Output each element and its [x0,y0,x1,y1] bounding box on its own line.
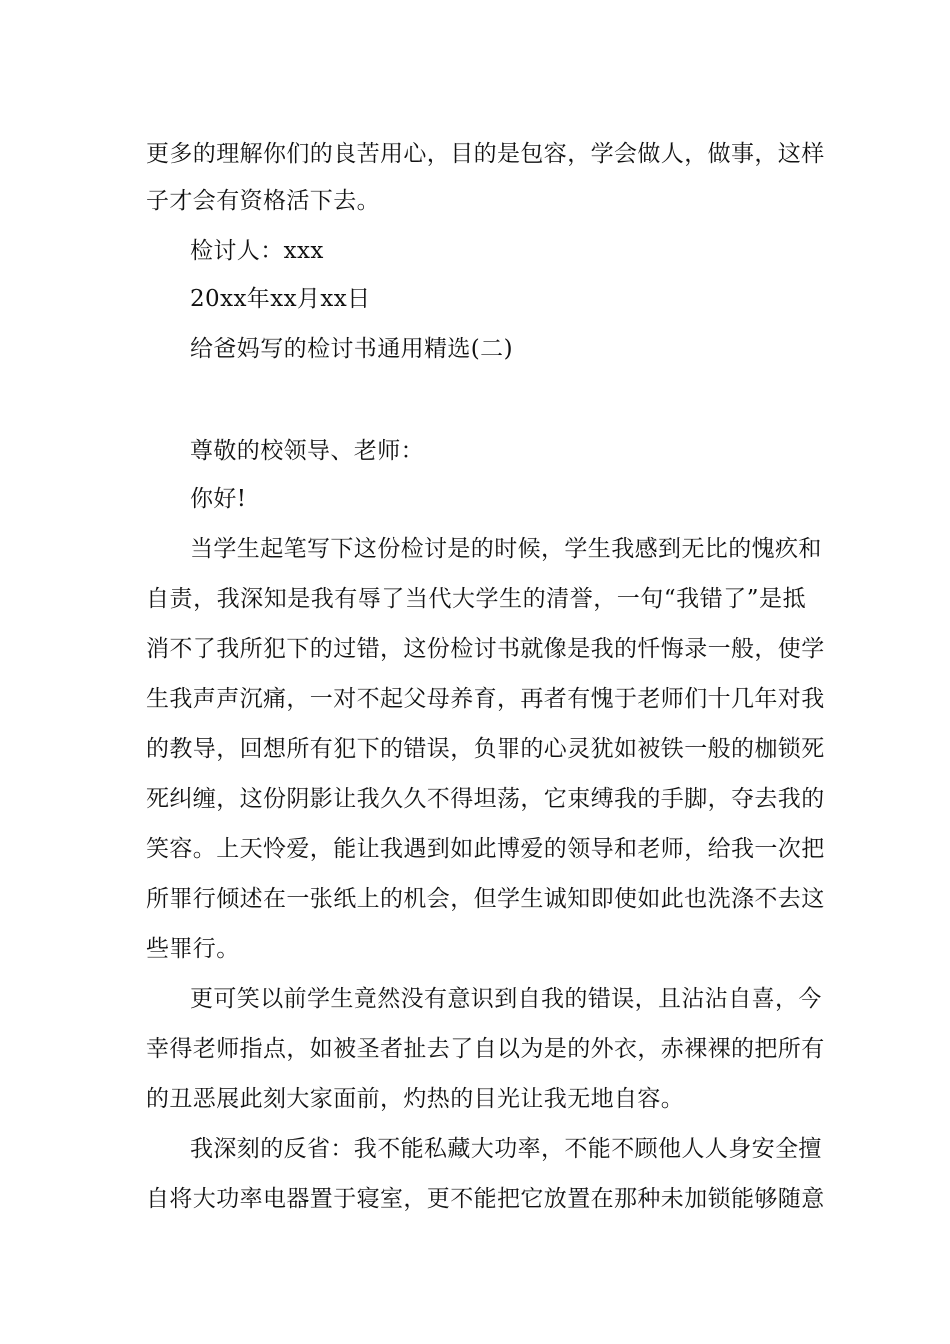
paragraph-line: 些罪行。 [146,936,240,962]
signer-line: 检讨人：xxx [190,238,324,264]
paragraph-line: 幸得老师指点，如被圣者扯去了自以为是的外衣，赤裸裸的把所有 [146,1036,825,1062]
paragraph-line: 当学生起笔写下这份检讨是的时候，学生我感到无比的愧疚和 [190,536,822,562]
paragraph-line: 笑容。上天怜爱，能让我遇到如此博爱的领导和老师，给我一次把 [146,836,825,862]
paragraph-line: 的丑恶展此刻大家面前，灼热的目光让我无地自容。 [146,1086,685,1112]
date-line: 20xx年xx月xx日 [190,286,371,312]
paragraph-line: 我深刻的反省：我不能私藏大功率，不能不顾他人人身安全擅 [190,1136,822,1162]
greeting: 你好! [190,486,247,512]
paragraph-line: 自将大功率电器置于寝室，更不能把它放置在那种未加锁能够随意 [146,1186,825,1212]
paragraph-line: 更多的理解你们的良苦用心，目的是包容，学会做人，做事，这样 [146,141,825,167]
paragraph-line: 生我声声沉痛，一对不起父母养育，再者有愧于老师们十几年对我 [146,686,825,712]
paragraph-line: 子才会有资格活下去。 [146,188,380,214]
paragraph-line: 所罪行倾述在一张纸上的机会，但学生诚知即使如此也洗涤不去这 [146,886,825,912]
paragraph-line: 的教导，回想所有犯下的错误，负罪的心灵犹如被铁一般的枷锁死 [146,736,825,762]
paragraph-line: 消不了我所犯下的过错，这份检讨书就像是我的忏悔录一般，使学 [146,636,825,662]
salutation: 尊敬的校领导、老师： [190,438,424,464]
paragraph-line: 更可笑以前学生竟然没有意识到自我的错误，且沾沾自喜，今 [190,986,822,1012]
section-title: 给爸妈写的检讨书通用精选(二) [190,336,513,362]
paragraph-line: 死纠缠，这份阴影让我久久不得坦荡，它束缚我的手脚，夺去我的 [146,786,825,812]
paragraph-line: 自责，我深知是我有辱了当代大学生的清誉，一句“我错了”是抵 [146,586,806,612]
